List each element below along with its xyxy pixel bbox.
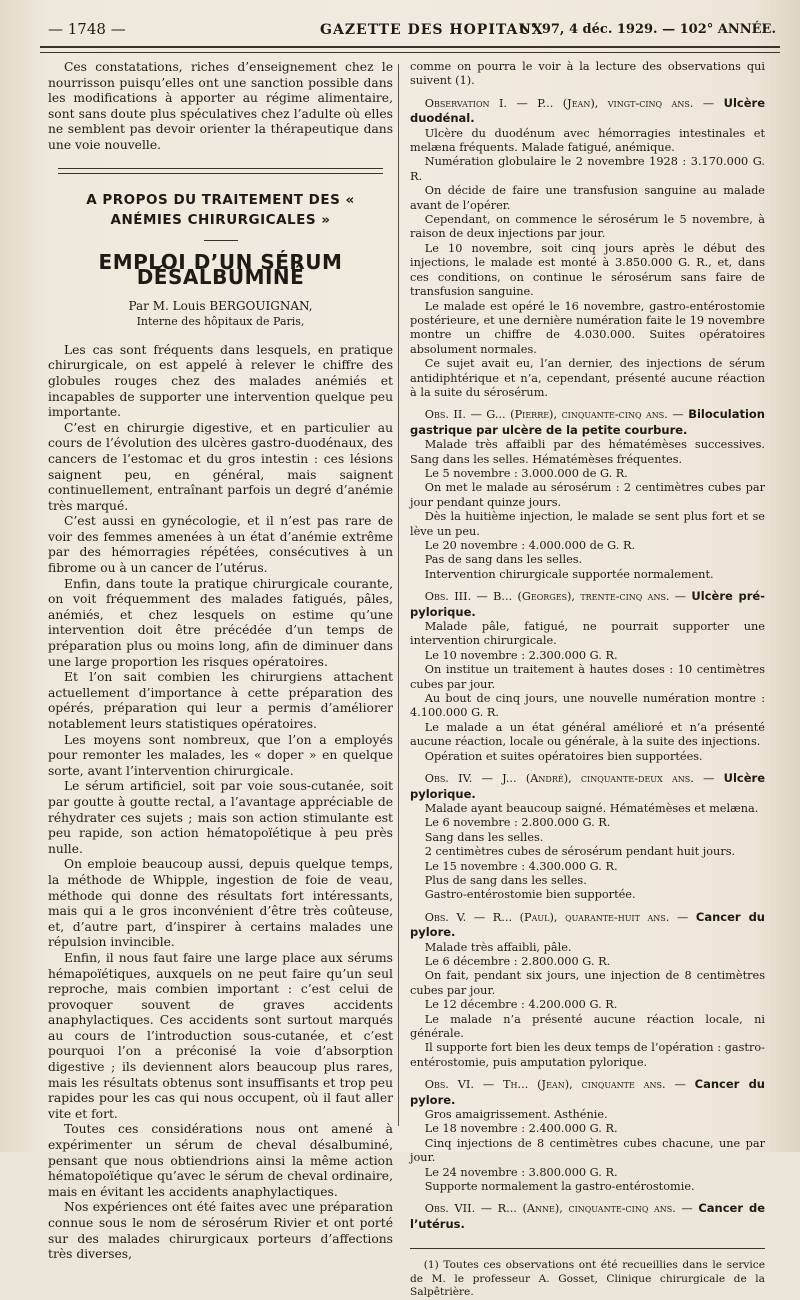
- body-paragraph: Et l’on sait combien les chirurgiens attachent actuellement d’importance à cette préparation des opérés, préparation qui leur a permis d’améliorer notablement leurs statistiques opératoires.: [48, 670, 393, 731]
- obs-line: Cinq injections de 8 centimètres cubes chacune, une par jour.: [410, 1136, 765, 1165]
- obs-line: Ulcère du duodénum avec hémorragies intestinales et melæna fréquents. Malade fatigué, anémique.: [410, 126, 765, 155]
- footnote: (1) Toutes ces observations ont été recueillies dans le service de M. le professeur A. Gosset, Clinique chirurgicale de la Salpêtrière.: [410, 1259, 765, 1299]
- obs-line: Malade très affaibli par des hématémèses successives. Sang dans les selles. Hématémèses fréquentes.: [410, 438, 765, 466]
- obs-line: Malade ayant beaucoup saigné. Hématémèses et melæna.: [424, 801, 759, 815]
- body-paragraph: Toutes ces considérations nous ont amené à expérimenter un sérum de cheval désalbuminé, pensant que nous obtiendrions ainsi la même action hématopoïétique qu’avec le sérum de cheval ordinaire, mais en évitant les accidents anaphylactiques.: [48, 1122, 393, 1199]
- obs-line: Opération et suites opératoires bien supportées.: [424, 749, 703, 763]
- obs-label: Obs. V. — R... (Paul), quarante-huit ans. —: [424, 910, 689, 924]
- obs-line: Gros amaigrissement. Asthénie.: [424, 1108, 608, 1122]
- obs-diagnosis: Cancer du pylore.: [410, 1077, 765, 1107]
- obs-label: Obs. VI. — Th... (Jean), cinquante ans. —: [424, 1078, 686, 1092]
- obs-label: Obs. II. — G... (Pierre), cinquante-cinq ans. —: [424, 408, 684, 422]
- obs-line: Au bout de cinq jours, une nouvelle numération montre : 4.100.000 G. R.: [410, 692, 765, 720]
- obs-line: 2 centimètres cubes de sérosérum pendant huit jours.: [424, 845, 736, 859]
- obs-line: Ce sujet avait eu, l’an dernier, des injections de sérum antidiphtérique et n’a, cependant, présenté aucune réaction à la suite du sérosérum.: [410, 357, 765, 399]
- obs-diagnosis: Ulcère pylorique.: [410, 771, 765, 801]
- footnote-rule: [410, 1248, 765, 1249]
- observation-5: [410, 910, 765, 1070]
- obs-line: Dès la huitième injection, le malade se sent plus fort et se lève un peu.: [410, 510, 765, 538]
- article-title: EMPLOI D’UN SÉRUM DÉSALBUMINÉ: [98, 249, 343, 290]
- obs-line: On institue un traitement à hautes doses : 10 centimètres cubes par jour.: [410, 663, 765, 691]
- journal-title: GAZETTE DES HOPITAUX: [320, 22, 544, 38]
- obs-line: Cependant, on commence le sérosérum le 5 novembre, à raison de deux injections par jour.: [410, 213, 765, 241]
- obs-line: Le 6 novembre : 2.800.000 G. R.: [424, 816, 611, 830]
- obs-line: Le 10 novembre : 2.300.000 G. R.: [424, 648, 618, 662]
- obs-line: Le 12 décembre : 4.200.000 G. R.: [424, 998, 618, 1012]
- obs-line: Numération globulaire le 2 novembre 1928 : 3.170.000 G. R.: [410, 155, 765, 183]
- section-divider: [58, 168, 383, 174]
- continuation-text: comme on pourra le voir à la lecture des observations qui suivent (1).: [410, 60, 765, 88]
- issue-info: N° 97, 4 déc. 1929. — 102° ANNÉE.: [518, 22, 776, 37]
- body-paragraph: Enfin, il nous faut faire une large place aux sérums hémapoïétiques, auxquels on ne peut faire qu’un seul reproche, mais combien important : c’est celui de provoquer souvent de graves accidents anaphylactiques. Ces accidents sont surtout marqués au cours de l’introduction sous-cutanée, et c’est pourquoi l’on a préconisé la voie d’absorption digestive ; ils deviennent alors beaucoup plus rares, mais les résultats obtenus sont insuffisants et trop peu rapides pour les cas qui nous occupent, où il faut aller vite et fort.: [48, 950, 393, 1121]
- obs-line: Le 6 décembre : 2.800.000 G. R.: [424, 954, 611, 968]
- obs-line: Pas de sang dans les selles.: [424, 553, 583, 567]
- article-author: Par M. Louis BERGOUIGNAN,: [128, 298, 313, 313]
- header-rule: [40, 46, 780, 53]
- obs-line: Le malade est opéré le 16 novembre, gastro-entérostomie postérieure, et une dernière numération faite le 19 novembre montre un chiffre de 4.030.000. Suites opératoires absolument normales.: [410, 299, 765, 356]
- obs-label: Obs. III. — B... (Georges), trente-cinq ans. —: [424, 590, 687, 604]
- obs-line: Plus de sang dans les selles.: [424, 873, 587, 887]
- body-paragraph: C’est aussi en gynécologie, et il n’est pas rare de voir des femmes amenées à un état d’anémie extrême par des hémorragies répétées, consécutives à un fibrome ou à un cancer de l’utérus.: [48, 514, 393, 576]
- body-paragraph: Enfin, dans toute la pratique chirurgicale courante, on voit fréquemment des malades fatigués, pâles, anémiés, et chez lesquels on estime qu’une intervention doit être précédée d’un temps de préparation plus ou moins long, afin de diminuer dans une large proportion les risques opératoires.: [48, 576, 393, 669]
- obs-line: Gastro-entérostomie bien supportée.: [424, 888, 636, 902]
- right-column: [410, 60, 765, 1300]
- body-paragraph: On emploie beaucoup aussi, depuis quelque temps, la méthode de Whipple, ingestion de foie de veau, méthode qui donne des résultats fort intéressants, mais qui a le gros inconvénient d’être très coûteuse, et, d’autre part, d’inspirer à certains malades une répulsion invincible.: [48, 857, 393, 950]
- obs-line: On met le malade au sérosérum : 2 centimètres cubes par jour pendant quinze jours.: [410, 481, 765, 509]
- obs-diagnosis: Cancer du pylore.: [410, 909, 765, 940]
- obs-line: Le malade n’a présenté aucune réaction locale, ni générale.: [410, 1012, 765, 1040]
- observation-2: [410, 407, 765, 582]
- obs-diagnosis: Cancer de l’utérus.: [410, 1201, 766, 1231]
- obs-line: Le 15 novembre : 4.300.000 G. R.: [424, 859, 618, 873]
- obs-line: On fait, pendant six jours, une injection de 8 centimètres cubes par jour.: [410, 969, 765, 997]
- body-paragraph: C’est en chirurgie digestive, et en particulier au cours de l’évolution des ulcères gastro-duodénaux, des cancers de l’estomac et du gros intestin : ces lésions saignent peu, en général, mais saignent continuellement, entraînant parfois un degré d’anémie très marqué.: [48, 420, 393, 513]
- obs-diagnosis: Ulcère pré-pylorique.: [410, 589, 765, 619]
- obs-line: On décide de faire une transfusion sanguine au malade avant de l’opérer.: [410, 184, 765, 212]
- page-header: [30, 20, 780, 44]
- obs-diagnosis: Biloculation gastrique par ulcère de la petite courbure.: [410, 407, 765, 437]
- obs-label: Observation I. — P... (Jean), vingt-cinq ans. —: [424, 96, 715, 110]
- obs-label: Obs. VII. — R... (Anne), cinquante-cinq ans. —: [424, 1202, 693, 1216]
- obs-line: Intervention chirurgicale supportée normalement.: [424, 567, 714, 581]
- intro-paragraph: Ces constatations, riches d’enseignement chez le nourrisson puisqu’elles ont une sanction possible dans les modifications à apporter au régime alimentaire, sont sans doute plus spéculatives chez l’adulte où elles ne semblent pas devoir orienter la thérapeutique dans une voie nouvelle.: [48, 60, 393, 152]
- obs-line: Le 10 novembre, soit cinq jours après le début des injections, le malade est monté à 3.850.000 G. R., et, dans ces conditions, on continue le sérosérum sans faire de transfusion sanguine.: [410, 241, 765, 299]
- obs-line: Supporte normalement la gastro-entérostomie.: [424, 1180, 695, 1194]
- observation-7: [410, 1201, 765, 1232]
- obs-line: Le malade a un état général amélioré et n’a présenté aucune réaction, locale ou générale, à la suite des injections.: [410, 720, 765, 749]
- section-title: A PROPOS DU TRAITEMENT DES « ANÉMIES CHIRURGICALES »: [86, 191, 355, 228]
- column-divider: [398, 64, 399, 1126]
- body-paragraph: Les moyens sont nombreux, que l’on a employés pour remonter les malades, les « doper » en quelque sorte, avant l’intervention chirurgicale.: [48, 732, 393, 778]
- page-number: — 1748 —: [48, 20, 126, 38]
- observation-3: [410, 589, 765, 764]
- title-divider: [204, 240, 238, 241]
- author-role: Interne des hôpitaux de Paris,: [136, 314, 305, 328]
- obs-label: Obs. IV. — J... (André), cinquante-deux ans. —: [424, 772, 715, 786]
- body-paragraph: Nos expériences ont été faites avec une préparation connue sous le nom de sérosérum Rivier et ont porté sur des malades chirurgicaux porteurs d’affections très diverses,: [48, 1200, 393, 1262]
- obs-line: Le 24 novembre : 3.800.000 G. R.: [424, 1165, 618, 1179]
- obs-line: Le 18 novembre : 2.400.000 G. R.: [424, 1122, 618, 1136]
- obs-line: Le 5 novembre : 3.000.000 de G. R.: [424, 466, 628, 480]
- obs-line: Malade pâle, fatigué, ne pourrait supporter une intervention chirurgicale.: [410, 620, 765, 648]
- body-paragraph: Les cas sont fréquents dans lesquels, en pratique chirurgicale, on est appelé à relever le chiffre des globules rouges chez des malades anémiés et incapables de supporter une intervention quelque peu importante.: [48, 342, 393, 420]
- body-paragraph: Le sérum artificiel, soit par voie sous-cutanée, soit par goutte à goutte rectal, a l’avantage appréciable de réhydrater ces sujets ; mais son action stimulante est peu rapide, son action hématopoïétique à peu près nulle.: [48, 779, 393, 856]
- obs-line: Malade très affaibli, pâle.: [424, 940, 572, 954]
- observation-4: [410, 771, 765, 903]
- obs-diagnosis: Ulcère duodénal.: [410, 95, 766, 126]
- obs-line: Il supporte fort bien les deux temps de l’opération : gastro-entérostomie, puis amputation pylorique.: [410, 1041, 765, 1069]
- obs-line: Le 20 novembre : 4.000.000 de G. R.: [424, 539, 636, 552]
- left-column: [48, 60, 393, 1263]
- observation-1: [410, 96, 765, 401]
- obs-line: Sang dans les selles.: [424, 830, 544, 844]
- observation-6: [410, 1077, 765, 1194]
